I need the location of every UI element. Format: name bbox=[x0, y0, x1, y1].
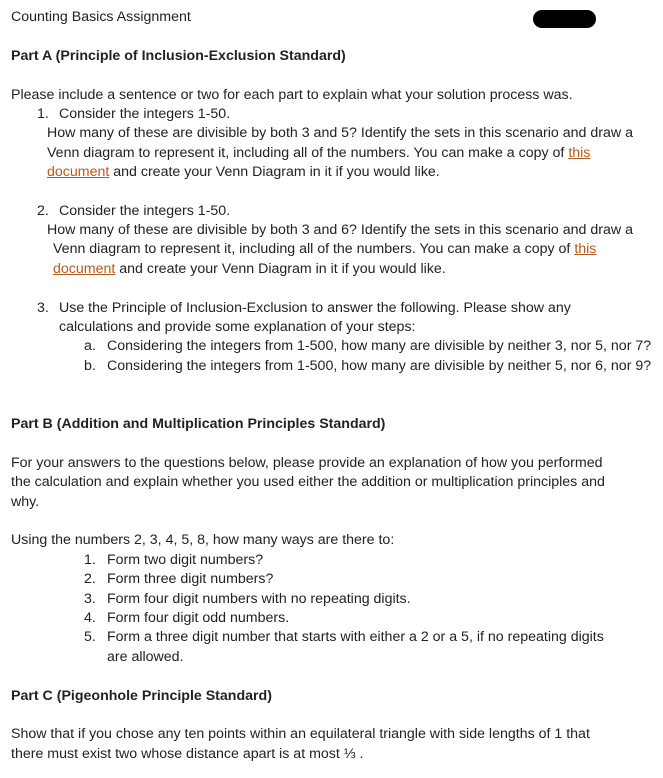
q2-heading: Consider the integers 1-50. bbox=[59, 203, 231, 219]
doc-title: Counting Basics Assignment bbox=[11, 9, 191, 25]
q2-text-line1: How many of these are divisible by both 3 and 6? Identify the sets in this scenario and draw a bbox=[47, 222, 633, 238]
list-item: Form a three digit number that starts with either a 2 or a 5, if no repeating digits bbox=[107, 629, 604, 645]
q2-text-line2 bbox=[53, 240, 596, 259]
part-a-heading: Part A (Principle of Inclusion-Exclusion Standard) bbox=[11, 48, 346, 64]
list-item: Form four digit odd numbers. bbox=[107, 610, 290, 626]
q3b-marker: b. bbox=[84, 358, 96, 374]
part-c-para-line2: there must exist two whose distance apart is at most ⅓ . bbox=[11, 746, 364, 762]
q1-text-line1: How many of these are divisible by both 3 and 5? Identify the sets in this scenario and draw a bbox=[47, 125, 633, 141]
q3-text-line2: calculations and provide some explanation of your steps: bbox=[59, 319, 416, 335]
q1-heading: Consider the integers 1-50. bbox=[59, 106, 231, 122]
list-item-number: 3. bbox=[84, 591, 96, 607]
q1-text-line2 bbox=[47, 144, 590, 163]
part-c-para-line1: Show that if you chose any ten points within an equilateral triangle with side lengths of 1 that bbox=[11, 726, 590, 742]
q2-text-line2a: Venn diagram to represent it, including all of the numbers. You can make a copy of bbox=[53, 241, 575, 257]
q3-text-line1: Use the Principle of Inclusion-Exclusion to answer the following. Please show any bbox=[59, 300, 571, 316]
list-item-number: 2. bbox=[84, 571, 96, 587]
part-c-heading: Part C (Pigeonhole Principle Standard) bbox=[11, 688, 272, 704]
q2-doc-link-part1[interactable]: this bbox=[574, 241, 597, 257]
part-b-para-line3: why. bbox=[11, 494, 40, 510]
list-item-number: 1. bbox=[84, 552, 96, 568]
q1-number: 1. bbox=[37, 106, 49, 122]
q2-doc-link-part2[interactable]: document bbox=[53, 261, 116, 277]
q3b-text: Considering the integers from 1-500, how many are divisible by neither 5, nor 6, nor 9? bbox=[107, 358, 652, 374]
part-a-intro: Please include a sentence or two for each part to explain what your solution process was. bbox=[11, 87, 573, 103]
list-item: Form two digit numbers? bbox=[107, 552, 264, 568]
q1-doc-link-part2[interactable]: document bbox=[47, 164, 110, 180]
list-item-number: 5. bbox=[84, 629, 96, 645]
list-item-continuation: are allowed. bbox=[107, 649, 184, 665]
q1-text-line3b: and create your Venn Diagram in it if you would like. bbox=[109, 164, 440, 180]
part-b-para-line2: the calculation and explain whether you used either the addition or multiplication principles and bbox=[11, 474, 605, 490]
q3a-marker: a. bbox=[84, 338, 96, 354]
part-b-para-line1: For your answers to the questions below, please provide an explanation of how you performed bbox=[11, 455, 603, 471]
q1-doc-link-part1[interactable]: this bbox=[568, 145, 591, 161]
q2-text-line3 bbox=[53, 260, 446, 279]
part-b-heading: Part B (Addition and Multiplication Principles Standard) bbox=[11, 416, 386, 432]
redaction-bar bbox=[533, 10, 596, 28]
q2-text-line3b: and create your Venn Diagram in it if you would like. bbox=[115, 261, 446, 277]
part-b-lead: Using the numbers 2, 3, 4, 5, 8, how many ways are there to: bbox=[11, 532, 395, 548]
list-item: Form four digit numbers with no repeating digits. bbox=[107, 591, 411, 607]
q2-number: 2. bbox=[37, 203, 49, 219]
q1-text-line2a: Venn diagram to represent it, including all of the numbers. You can make a copy of bbox=[47, 145, 569, 161]
list-item: Form three digit numbers? bbox=[107, 571, 274, 587]
q3-number: 3. bbox=[37, 300, 49, 316]
list-item-number: 4. bbox=[84, 610, 96, 626]
q1-text-line3 bbox=[47, 163, 440, 182]
q3a-text: Considering the integers from 1-500, how many are divisible by neither 3, nor 5, nor 7? bbox=[107, 338, 652, 354]
